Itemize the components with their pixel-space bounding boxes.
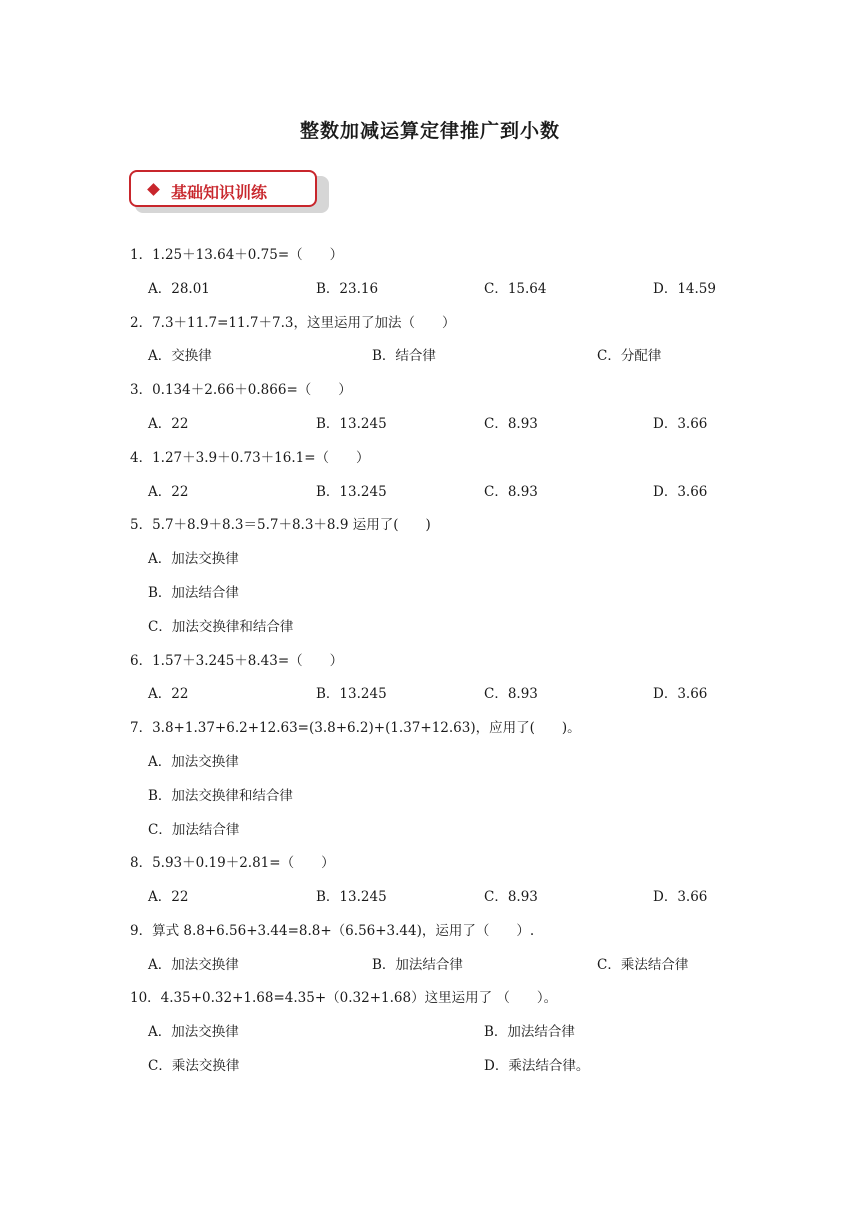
q1-option-a: A．28.01 [148, 281, 210, 297]
q7-option-a: A．加法交换律 [148, 754, 239, 770]
question-6: 6．1.57＋3.245＋8.43=（ ） [130, 653, 344, 669]
q3-option-a: A．22 [148, 416, 189, 432]
q10-option-a: A．加法交换律 [148, 1024, 239, 1040]
question-1: 1．1.25＋13.64＋0.75=（ ） [130, 247, 344, 263]
q8-option-c: C．8.93 [484, 889, 538, 905]
q10-option-b: B．加法结合律 [484, 1024, 575, 1040]
q7-option-b: B．加法交换律和结合律 [148, 788, 293, 804]
question-2: 2．7.3＋11.7=11.7＋7.3，这里运用了加法（ ） [130, 315, 456, 331]
page-title: 整数加减运算定律推广到小数 [299, 120, 560, 142]
q5-option-b: B．加法结合律 [148, 585, 239, 601]
q6-option-d: D．3.66 [653, 686, 708, 702]
q8-option-a: A．22 [148, 889, 189, 905]
q3-option-d: D．3.66 [653, 416, 708, 432]
q9-option-a: A．加法交换律 [148, 957, 239, 973]
q3-option-c: C．8.93 [484, 416, 538, 432]
question-10: 10．4.35+0.32+1.68=4.35+（0.32+1.68）这里运用了 （ ）。 [130, 990, 558, 1006]
q2-option-c: C．分配律 [597, 348, 662, 364]
q6-option-a: A．22 [148, 686, 189, 702]
question-4: 4．1.27＋3.9＋0.73＋16.1=（ ） [130, 450, 370, 466]
section-banner [129, 170, 319, 211]
question-3: 3．0.134＋2.66＋0.866=（ ） [130, 382, 352, 398]
q6-option-b: B．13.245 [316, 686, 387, 702]
question-9: 9．算式 8.8+6.56+3.44=8.8+（6.56+3.44)，运用了（ ）. [130, 923, 535, 939]
q2-option-b: B．结合律 [372, 348, 436, 364]
q1-option-c: C．15.64 [484, 281, 547, 297]
diamond-icon [147, 183, 160, 196]
q6-option-c: C．8.93 [484, 686, 538, 702]
q4-option-c: C．8.93 [484, 484, 538, 500]
q7-option-c: C．加法结合律 [148, 822, 240, 838]
q9-option-b: B．加法结合律 [372, 957, 463, 973]
question-7: 7．3.8+1.37+6.2+12.63=(3.8+6.2)+(1.37+12.63)，应用了( )。 [130, 720, 581, 736]
q4-option-a: A．22 [148, 484, 189, 500]
q8-option-b: B．13.245 [316, 889, 387, 905]
q10-option-d: D．乘法结合律。 [484, 1058, 590, 1074]
q4-option-d: D．3.66 [653, 484, 708, 500]
banner-box [129, 170, 317, 207]
q1-option-d: D．14.59 [653, 281, 716, 297]
q8-option-d: D．3.66 [653, 889, 708, 905]
q2-option-a: A．交换律 [148, 348, 212, 364]
q5-option-a: A．加法交换律 [148, 551, 239, 567]
q4-option-b: B．13.245 [316, 484, 387, 500]
question-5: 5．5.7＋8.9＋8.3＝5.7＋8.3＋8.9 运用了( ) [130, 517, 431, 533]
q9-option-c: C．乘法结合律 [597, 957, 689, 973]
q1-option-b: B．23.16 [316, 281, 379, 297]
question-8: 8．5.93＋0.19＋2.81=（ ） [130, 855, 335, 871]
q10-option-c: C．乘法交换律 [148, 1058, 240, 1074]
section-title: 基础知识训练 [171, 183, 268, 202]
q5-option-c: C．加法交换律和结合律 [148, 619, 294, 635]
q3-option-b: B．13.245 [316, 416, 387, 432]
